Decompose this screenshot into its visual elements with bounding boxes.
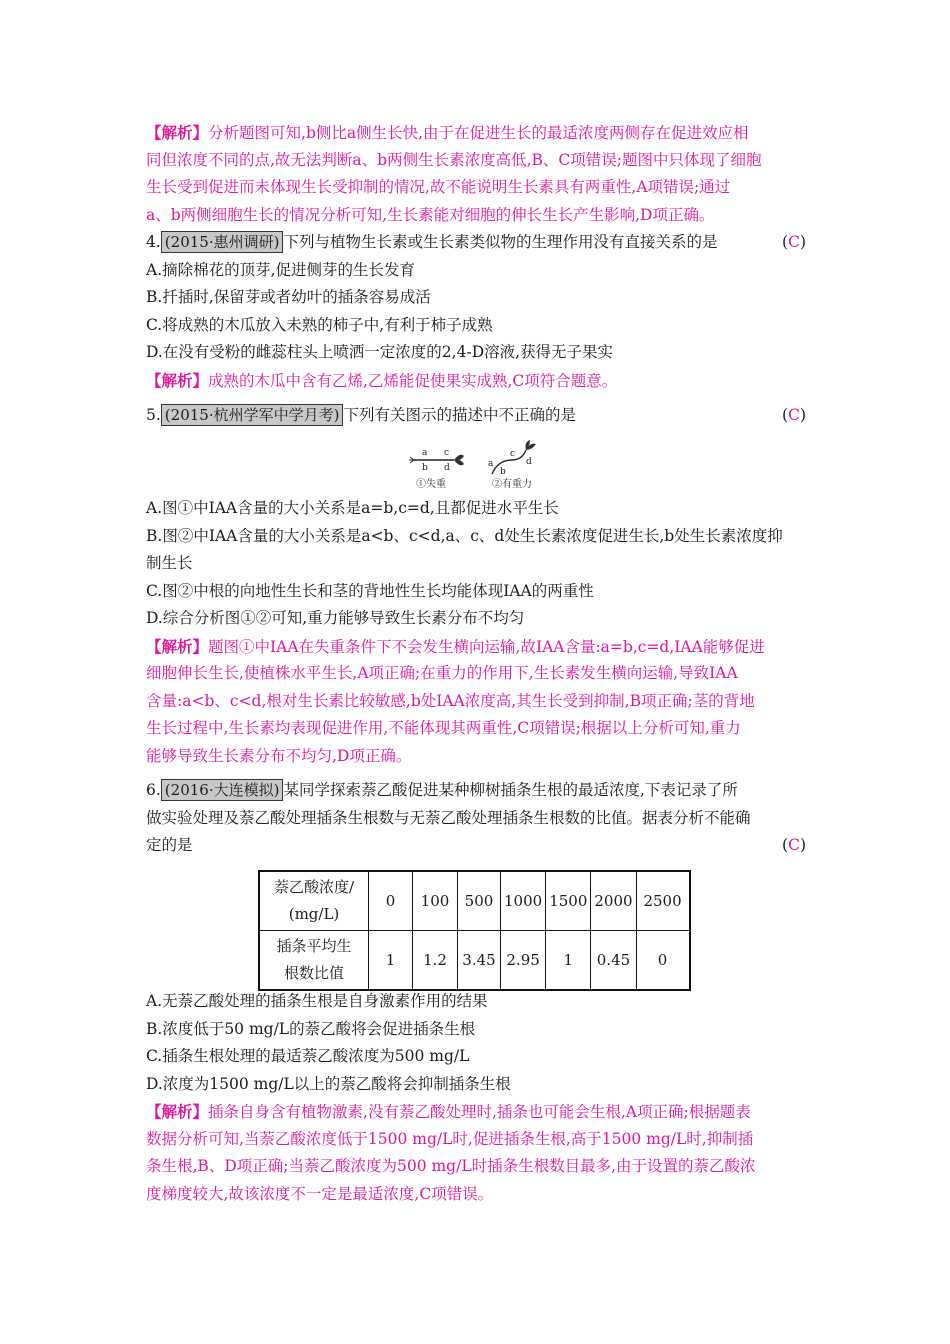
table-cell: 0 xyxy=(636,931,690,991)
question-stem: 6. (2016·大连模拟) 某同学探索萘乙酸促进某种柳树插条生根的最适浓度,下表记录了所 xyxy=(146,781,738,799)
svg-text:b: b xyxy=(422,463,428,473)
analysis-line: 【解析】插条自身含有植物激素,没有萘乙酸处理时,插条也可能会生根,A项正确;根据题表 xyxy=(146,1102,751,1121)
analysis-line: 含量:a<b、c<d,根对生长素比较敏感,b处IAA浓度高,其生长受到抑制,B项正确;茎的背地 xyxy=(146,691,755,710)
table-cell: 2.95 xyxy=(501,931,546,991)
table-cell: 1 xyxy=(369,931,413,991)
analysis-label: 【解析】 xyxy=(146,1102,209,1121)
question-6-options xyxy=(146,988,806,1208)
analysis-label: 【解析】 xyxy=(146,636,209,656)
plant-gravity-figure xyxy=(408,440,558,490)
row-header: 插条平均生 根数比值 xyxy=(259,931,369,991)
svg-text:c: c xyxy=(510,449,516,459)
option-d: D.综合分析图①②可知,重力能够导致生长素分布不均匀 xyxy=(146,609,525,627)
analysis-line: 生长过程中,生长素均表现促进作用,不能体现其两重性,C项错误;根据以上分析可知,重力 xyxy=(146,719,741,737)
table-cell: 0 xyxy=(369,871,413,931)
option-c: C.插条生根处理的最适萘乙酸浓度为500 mg/L xyxy=(146,1047,470,1065)
data-table xyxy=(258,870,691,991)
analysis-line: 同但浓度不同的点,故无法判断a、b两侧生长素浓度高低,B、C项错误;题图中只体现了细胞 xyxy=(146,150,762,169)
option-b: B.图②中IAA含量的大小关系是a<b、c<d,a、c、d处生长素浓度促进生长,b处生长素浓度抑 xyxy=(146,526,783,545)
q6-analysis xyxy=(146,1098,806,1208)
table-cell: 3.45 xyxy=(458,931,501,991)
option-c: C.图②中根的向地性生长和茎的背地性生长均能体现IAA的两重性 xyxy=(146,581,594,600)
analysis-line: 条生根,B、D项正确;当萘乙酸浓度为500 mg/L时插条生根数目最多,由于设置的萘乙酸浓 xyxy=(146,1157,756,1175)
question-6 xyxy=(146,777,806,860)
svg-text:d: d xyxy=(444,463,450,473)
svg-text:b: b xyxy=(500,467,506,477)
intro-analysis xyxy=(146,119,806,229)
svg-text:a: a xyxy=(488,459,494,469)
answer: C xyxy=(788,836,800,854)
svg-text:c: c xyxy=(444,448,450,458)
answer: C xyxy=(788,233,800,251)
analysis-line: 【解析】分析题图可知,b侧比a侧生长快,由于在促进生长的最适浓度两侧存在促进效应相 xyxy=(146,123,749,142)
gravity-plant xyxy=(488,440,536,477)
option-b: B.扦插时,保留芽或者幼叶的插条容易成活 xyxy=(146,288,431,306)
table-cell: 2000 xyxy=(591,871,636,931)
option-a: A.无萘乙酸处理的插条生根是自身激素作用的结果 xyxy=(146,992,488,1010)
table-cell: 500 xyxy=(458,871,501,931)
svg-text:d: d xyxy=(526,457,532,467)
analysis-line: 能够导致生长素分布不均匀,D项正确。 xyxy=(146,746,412,765)
option-a: A.摘除棉花的顶芽,促进侧芽的生长发育 xyxy=(146,260,416,279)
analysis-line: 度梯度较大,故该浓度不一定是最适浓度,C项错误。 xyxy=(146,1184,494,1203)
analysis-line: 生长受到促进而未体现生长受抑制的情况,故不能说明生长素具有两重性,A项错误;通过 xyxy=(146,178,731,196)
analysis-line: 细胞伸长生长,使植株水平生长,A项正确;在重力的作用下,生长素发生横向运输,导致IAA xyxy=(146,664,738,682)
question-5 xyxy=(146,402,806,430)
question-source: (2016·大连模拟) xyxy=(161,779,284,801)
q5-analysis xyxy=(146,633,806,771)
option-d: D.浓度为1500 mg/L以上的萘乙酸将会抑制插条生根 xyxy=(146,1074,511,1093)
svg-text:a: a xyxy=(422,448,428,458)
analysis-label: 【解析】 xyxy=(146,370,209,390)
table-cell: 2500 xyxy=(636,871,690,931)
table-cell: 1500 xyxy=(546,871,591,931)
question-stem: 5. (2015·杭州学军中学月考) 下列有关图示的描述中不正确的是 (C) xyxy=(146,402,806,430)
question-stem-line: 做实验处理及萘乙酸处理插条生根数与无萘乙酸处理插条生根数的比值。据表分析不能确 xyxy=(146,808,751,827)
question-4 xyxy=(146,229,806,394)
plant-diagram xyxy=(408,440,558,490)
row-header: 萘乙酸浓度/ (mg/L) xyxy=(259,871,369,931)
table-cell: 100 xyxy=(413,871,458,931)
question-5-options xyxy=(146,495,806,770)
answer-bracket: (C) xyxy=(782,406,806,424)
option-b: B.浓度低于50 mg/L的萘乙酸将会促进插条生根 xyxy=(146,1019,476,1038)
option-b-cont: 制生长 xyxy=(146,554,193,572)
figure-caption-right: ②有重力 xyxy=(492,479,532,490)
option-a: A.图①中IAA含量的大小关系是a=b,c=d,且都促进水平生长 xyxy=(146,499,559,517)
option-c: C.将成熟的木瓜放入未熟的柿子中,有利于柿子成熟 xyxy=(146,315,493,334)
analysis-line: 【解析】题图①中IAA在失重条件下不会发生横向运输,故IAA含量:a=b,c=d,IAA能够促进 xyxy=(146,636,765,656)
question-stem: 4. (2015·惠州调研) 下列与植物生长素或生长素类似物的生理作用没有直接关系的是 (C) xyxy=(146,229,806,257)
answer-bracket: (C) xyxy=(782,836,806,854)
option-d: D.在没有受粉的雌蕊柱头上喷洒一定浓度的2,4-D溶液,获得无子果实 xyxy=(146,343,614,361)
question-source: (2015·杭州学军中学月考) xyxy=(161,404,344,426)
figure-caption-left: ①失重 xyxy=(416,479,446,490)
analysis-label: 【解析】 xyxy=(146,123,209,142)
table-row xyxy=(259,871,690,931)
analysis-line: a、b两侧细胞生长的情况分析可知,生长素能对细胞的伸长生长产生影响,D项正确。 xyxy=(146,205,715,224)
answer: C xyxy=(788,406,800,424)
table-row xyxy=(259,931,690,991)
analysis-line: 【解析】成熟的木瓜中含有乙烯,乙烯能促使果实成熟,C项符合题意。 xyxy=(146,370,618,390)
analysis-line: 数据分析可知,当萘乙酸浓度低于1500 mg/L时,促进插条生根,高于1500 mg/L时,抑制插 xyxy=(146,1129,754,1148)
weightless-plant xyxy=(409,448,464,473)
question-source: (2015·惠州调研) xyxy=(161,231,284,253)
table-cell: 1000 xyxy=(501,871,546,931)
answer-bracket: (C) xyxy=(782,233,806,251)
table-cell: 1 xyxy=(546,931,591,991)
table-cell: 0.45 xyxy=(591,931,636,991)
table-cell: 1.2 xyxy=(413,931,458,991)
question-stem-line: 定的是 (C) xyxy=(146,832,806,860)
